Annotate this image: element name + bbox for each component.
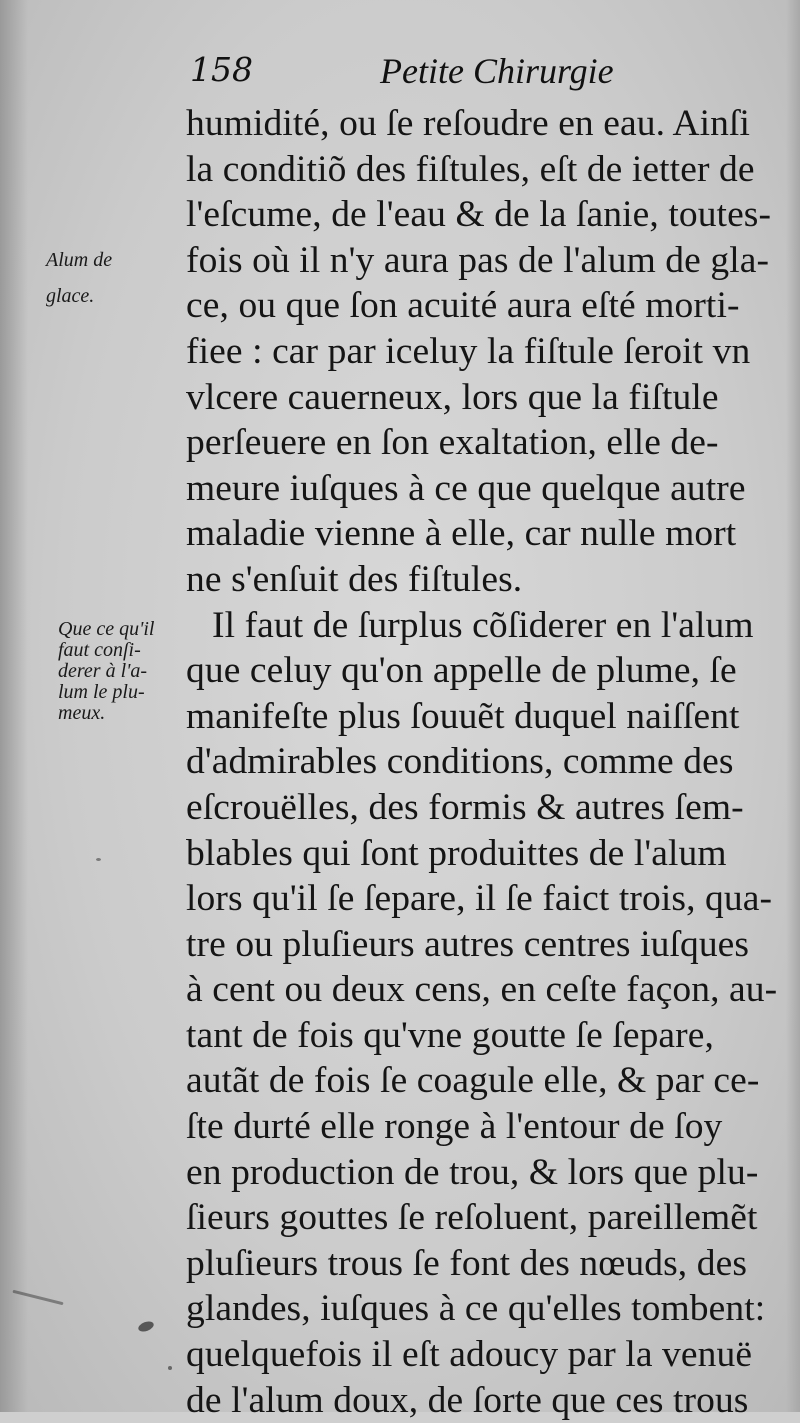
ink-speck xyxy=(168,1366,172,1370)
paragraph-start-line: Il faut de ſurplus cõſiderer en l'alum xyxy=(212,604,754,646)
page-edge-shadow xyxy=(786,0,800,1412)
text-line: manifeſte plus ſouuẽt duquel naiſſent xyxy=(186,695,740,737)
text-line: meure iuſques à ce que quelque autre xyxy=(186,467,746,509)
text-line: d'admirables conditions, comme des xyxy=(186,741,734,783)
page-number: 158 xyxy=(190,50,253,89)
text-line: fiee : car par iceluy la fiſtule ſeroit vn xyxy=(186,330,751,372)
margin-note-line: derer à l'a- xyxy=(58,660,148,682)
text-line: ſieurs gouttes ſe reſoluent, pareillemẽt xyxy=(186,1197,758,1239)
text-line: la conditiõ des fiſtules, eſt de ietter de xyxy=(186,148,755,190)
page-title: Petite Chirurgie xyxy=(380,51,614,91)
text-line: humidité, ou ſe reſoudre en eau. Ainſi xyxy=(186,103,751,144)
margin-note-line: faut conſi- xyxy=(58,639,141,661)
text-line: ſte durté elle ronge à l'entour de ſoy xyxy=(186,1106,723,1148)
text-line: blables qui ſont produittes de l'alum xyxy=(186,832,727,874)
margin-note-line: meux. xyxy=(58,702,106,724)
text-line: eſcrouëlles, des formis & autres ſem- xyxy=(186,786,744,828)
text-line: que celuy qu'on appelle de plume, ſe xyxy=(186,650,737,692)
text-line: maladie vienne à elle, car nulle mort xyxy=(186,513,737,555)
text-line: de l'alum doux, de ſorte que ces trous xyxy=(186,1379,749,1421)
body-text xyxy=(186,101,778,1423)
gutter-shadow xyxy=(0,0,28,1412)
text-line: en production de trou, & lors que plu- xyxy=(186,1151,759,1193)
margin-note-line: Que ce qu'il xyxy=(58,618,155,640)
margin-note-alum-de-glace xyxy=(46,242,112,314)
text-line: autãt de fois ſe coagule elle, & par ce- xyxy=(186,1060,760,1102)
running-head xyxy=(190,50,630,96)
margin-note-line: lum le plu- xyxy=(58,681,145,703)
ink-speck xyxy=(96,858,101,861)
text-line: quelquefois il eſt adoucy par la venuë xyxy=(186,1334,753,1376)
text-line: l'eſcume, de l'eau & de la ſanie, toutes- xyxy=(186,194,772,236)
text-line: glandes, iuſques à ce qu'elles tombent: xyxy=(186,1288,766,1330)
text-line: à cent ou deux cens, en ceſte façon, au- xyxy=(186,969,778,1011)
text-line: fois où il n'y aura pas de l'alum de gla- xyxy=(186,239,770,281)
text-line: tant de fois qu'vne goutte ſe ſepare, xyxy=(186,1014,714,1056)
margin-note-line: glace. xyxy=(46,285,95,307)
margin-note-alum-le-plumeux xyxy=(58,619,154,724)
text-line: ne s'enſuit des fiſtules. xyxy=(186,558,523,600)
text-line: tre ou pluſieurs autres centres iuſques xyxy=(186,923,750,965)
margin-note-line: Alum de xyxy=(46,249,113,271)
ink-speck xyxy=(137,1320,155,1334)
text-line: perſeuere en ſon exaltation, elle de- xyxy=(186,422,719,464)
text-line: pluſieurs trous ſe font des nœuds, des xyxy=(186,1242,748,1284)
text-line: vlcere cauerneux, lors que la fiſtule xyxy=(186,376,719,418)
text-line: lors qu'il ſe ſepare, il ſe faict trois, qua- xyxy=(186,878,773,920)
text-line: ce, ou que ſon acuité aura eſté morti- xyxy=(186,285,740,327)
